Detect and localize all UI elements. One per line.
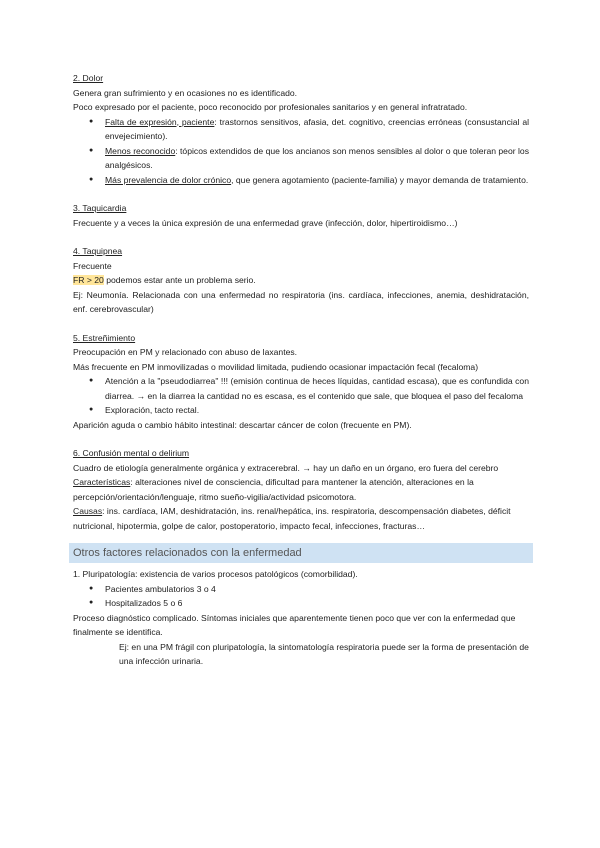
paragraph: Más frecuente en PM inmovilizadas o movilidad limitada, pudiendo ocasionar impactación fecal (fecaloma)	[73, 361, 479, 372]
list-item	[105, 144, 529, 173]
list-item	[105, 173, 529, 188]
list-item: ● Hospitalizados 5 o 6	[105, 596, 529, 611]
paragraph: Preocupación en PM y relacionado con abuso de laxantes.	[73, 347, 298, 357]
paragraph: Ej: Neumonía. Relacionada con una enfermedad no respiratoria (ins. cardíaca, infecciones, anemia, deshidratación, enf. cerebrovascular)	[73, 289, 529, 314]
list-item-text: , que genera agotamiento (paciente-familia) y mayor demanda de tratamiento.	[231, 174, 529, 185]
underlined-term: Características	[73, 477, 131, 487]
list-item: ● Pacientes ambulatorios 3 o 4	[105, 582, 529, 597]
paragraph: 1. Pluripatología: existencia de varios procesos patológicos (comorbilidad).	[73, 569, 358, 579]
banner-title: Otros factores relacionados con la enfermedad	[73, 547, 302, 559]
paragraph	[73, 475, 529, 504]
section-title-taquipnea: 4. Taquipnea	[73, 246, 123, 256]
underlined-term: Menos reconocido	[105, 145, 176, 156]
paragraph: Cuadro de etiología generalmente orgánica y extracerebral. → hay un daño en un órgano, ero fuera del cerebro	[73, 462, 499, 473]
paragraph-text: podemos estar ante un problema serio.	[103, 275, 256, 285]
bullet-list	[73, 374, 529, 418]
document-content	[73, 71, 529, 669]
list-item-text: : trastornos sensitivos, afasia, det. cognitivo, creencias erróneas (consustancial al envejecimiento).	[105, 116, 530, 141]
section-title-estrenimiento: 5. Estreñimiento	[73, 332, 136, 343]
bullet-list	[73, 115, 529, 188]
paragraph: Frecuente y a veces la única expresión de una enfermedad grave (infección, dolor, hipertiroidismo…)	[73, 217, 458, 228]
paragraph: Genera gran sufrimiento y en ocasiones no es identificado.	[73, 87, 298, 98]
paragraph: Aparición aguda o cambio hábito intestinal: descartar cáncer de colon (frecuente en PM).	[73, 419, 412, 430]
paragraph	[73, 504, 529, 533]
list-item-text: : tópicos extendidos de que los ancianos son menos sensibles al dolor o que toleran peor los analgésicos.	[105, 145, 529, 170]
underlined-term: Más prevalencia de dolor crónico	[105, 174, 232, 185]
list-item	[105, 115, 529, 144]
paragraph: Frecuente	[73, 260, 112, 271]
list-item: ● Atención a la "pseudodiarrea" !!! (emisión continua de heces líquidas, cantidad escasa), que es confundida con diarrea. → en la diarrea la cantidad no es escasa, es el contenido que sale, que bloquea el paso del fecaloma	[105, 374, 529, 403]
paragraph-text: : ins. cardíaca, IAM, deshidratación, ins. renal/hepática, ins. respiratoria, descompensación diabetes, déficit nutricional, hipotermia, golpe de calor, postoperatorio, impacto fecal, infecciones, fracturas…	[73, 506, 511, 531]
paragraph: Poco expresado por el paciente, poco reconocido por profesionales sanitarios y en general infratratado.	[73, 102, 468, 112]
underlined-term: Falta de expresión, paciente	[105, 116, 215, 127]
indented-paragraph: Ej: en una PM frágil con pluripatología, la sintomatología respiratoria puede ser la forma de presentación de una infección urinaria.	[119, 641, 529, 666]
list-item: ● Exploración, tacto rectal.	[105, 403, 529, 418]
underlined-term: Causas	[73, 506, 103, 516]
section-title-dolor: 2. Dolor	[73, 73, 104, 83]
highlighted-text: FR > 20	[73, 275, 104, 285]
paragraph	[73, 273, 529, 288]
section-title-taquicardia: 3. Taquicardia	[73, 203, 127, 213]
bullet-list	[73, 582, 529, 611]
paragraph: Proceso diagnóstico complicado. Síntomas iniciales que aparentemente tienen poco que ver con la enfermedad que finalmente se identifica.	[73, 612, 516, 637]
section-title-confusion: 6. Confusión mental o delirium	[73, 448, 190, 458]
paragraph-text: : alteraciones nivel de consciencia, dificultad para mantener la atención, alteraciones en la percepción/orientación/lenguaje, ritmo sueño-vigilia/actividad psicomotora.	[73, 477, 474, 502]
section-banner	[69, 543, 533, 563]
